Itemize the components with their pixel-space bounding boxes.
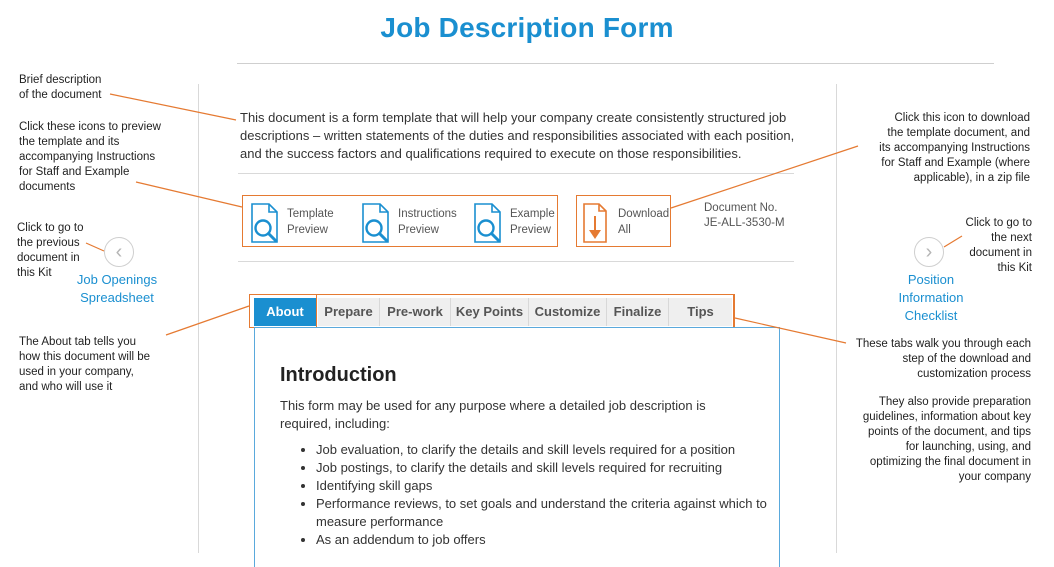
download-label-1: Download	[618, 208, 670, 220]
annotation-text: its accompanying Instructions	[879, 142, 1030, 154]
introduction-heading: Introduction	[280, 364, 397, 386]
annotation-text: guidelines, information about key	[862, 411, 1031, 423]
annotation-text: documents	[19, 181, 76, 193]
annotation-text: Click to go to	[965, 217, 1032, 229]
list-item: • Job postings, to clarify the details and skill levels required for recruiting	[316, 459, 776, 477]
annotation-text: document in	[969, 247, 1032, 259]
document-description: This document is a form template that will help your company create consistently structured job descriptions – written statements of the duties and responsibilities associated with each position, and the success factors and qualifications required to execute on those responsibilities.	[240, 110, 795, 161]
annotation-text: Brief description	[19, 74, 102, 86]
annotation-text: the template and its	[19, 136, 120, 148]
list-item: • Performance reviews, to set goals and understand the criteria against which to measure performance	[316, 495, 776, 531]
list-item: • Identifying skill gaps	[316, 477, 776, 495]
annotation-text: accompanying Instructions	[19, 151, 156, 163]
example-preview-label-1: Example	[510, 208, 555, 220]
annotation-text: for Staff and Example	[19, 166, 130, 178]
tab-finalize[interactable]: Finalize	[607, 298, 669, 326]
introduction-paragraph: This form may be used for any purpose where a detailed job description is required, including:	[280, 398, 706, 431]
instructions-preview-label-2: Preview	[398, 224, 439, 236]
page-title: Job Description Form	[380, 12, 674, 43]
annotation-text: for launching, using, and	[905, 441, 1031, 453]
instructions-preview-label-1: Instructions	[398, 208, 457, 220]
template-preview-label-1: Template	[287, 208, 334, 220]
annotation-text: step of the download and	[902, 353, 1031, 365]
template-preview-label-2: Preview	[287, 224, 328, 236]
annotation-text: optimizing the final document in	[869, 456, 1031, 468]
annotation-text: Click these icons to preview	[19, 121, 161, 133]
annotation-text: used in your company,	[19, 366, 134, 378]
annotation-text: points of the document, and tips	[867, 426, 1031, 438]
list-item: • As an addendum to job offers	[316, 531, 776, 549]
document-number-label: Document No.	[704, 202, 778, 214]
tab-key-points[interactable]: Key Points	[451, 298, 529, 326]
list-item: • Job evaluation, to clarify the details and skill levels required for a position	[316, 441, 776, 459]
tab-tips[interactable]: Tips	[669, 298, 732, 326]
annotation-text: the template document, and	[887, 127, 1030, 139]
annotation-text: customization process	[917, 368, 1031, 380]
annotation-text: this Kit	[997, 262, 1032, 274]
annotation-text: your company	[958, 471, 1031, 483]
annotation-text: The About tab tells you	[19, 336, 136, 348]
annotation-text: Click this icon to download	[894, 112, 1030, 124]
next-document-link-line1: Position	[907, 272, 955, 287]
chevron-left-icon: ‹	[115, 240, 123, 263]
next-document-link-line3: Checklist	[904, 308, 958, 323]
annotation-text: These tabs walk you through each	[855, 338, 1031, 350]
annotation-text: document in	[17, 252, 80, 264]
previous-document-link-line1: Job Openings	[76, 272, 158, 287]
download-label-2: All	[618, 224, 631, 236]
chevron-right-icon: ›	[925, 240, 933, 263]
annotation-text: of the document	[19, 89, 102, 101]
example-preview-label-2: Preview	[510, 224, 551, 236]
annotation-text: Click to go to	[17, 222, 84, 234]
annotation-text: how this document will be	[19, 351, 151, 363]
annotation-text: They also provide preparation	[878, 396, 1031, 408]
tab-customize[interactable]: Customize	[529, 298, 607, 326]
tab-about[interactable]: About	[254, 298, 316, 326]
annotation-text: the next	[991, 232, 1032, 244]
tab-pre-work[interactable]: Pre-work	[380, 298, 451, 326]
annotation-text: this Kit	[17, 267, 52, 279]
annotation-text: and who will use it	[19, 381, 113, 393]
document-number-value: JE-ALL-3530-M	[704, 217, 785, 229]
previous-document-link-line2: Spreadsheet	[80, 290, 154, 305]
annotation-text: for Staff and Example (where	[881, 157, 1030, 169]
tab-prepare[interactable]: Prepare	[318, 298, 380, 326]
annotation-text: the previous	[17, 237, 80, 249]
next-document-link-line2: Information	[898, 290, 964, 305]
annotation-text: applicable), in a zip file	[913, 172, 1030, 184]
